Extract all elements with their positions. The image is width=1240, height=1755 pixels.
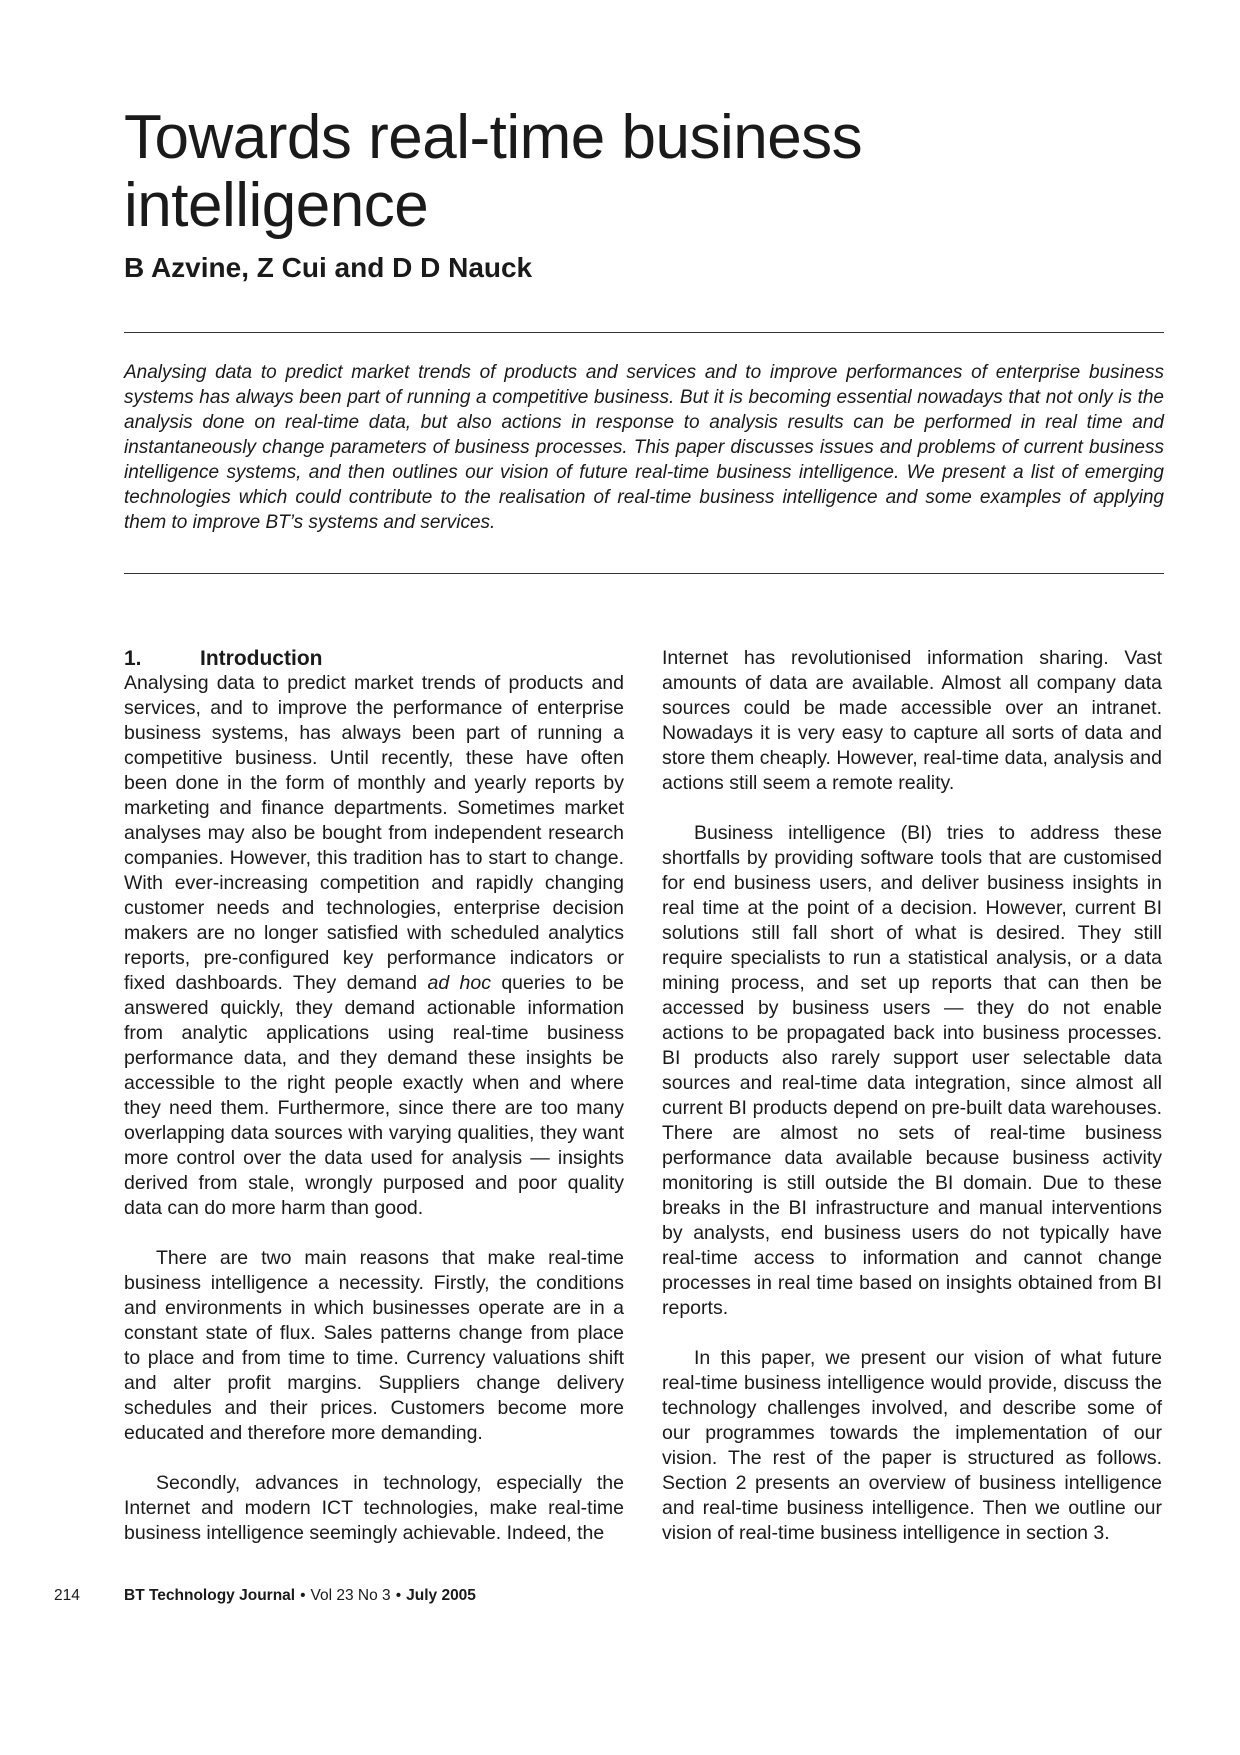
- journal-name: BT Technology Journal: [124, 1587, 296, 1604]
- paragraph-3-continued: Internet has revolutionised information sharing. Vast amounts of data are available. Almost all company data sources could be made accessible over an intranet. Nowadays it is very easy to capture all sorts of data and store them cheaply. However, real-time data, analysis and actions still seem a remote reality.: [662, 647, 1162, 794]
- left-column: [124, 646, 624, 1546]
- section-heading: [124, 646, 624, 671]
- abstract-bottom-divider: [124, 573, 1164, 574]
- page-number: 214: [54, 1587, 80, 1604]
- paragraph-1-text-a: Analysing data to predict market trends of products and services, and to improve the performance of enterprise business systems, has always been part of running a competitive business. Until recently, these have often been done in the form of monthly and yearly reports by marketing and finance departments. Sometimes market analyses may also be bought from independent research companies. However, this tradition has to start to change. With ever-increasing competition and rapidly changing customer needs and technologies, enterprise decision makers are no longer satisfied with scheduled analytics reports, pre-configured key performance indicators or fixed dashboards. They demand: [124, 672, 624, 994]
- abstract: Analysing data to predict market trends of products and services and to improve performances of enterprise business systems has always been part of running a competitive business. But it is becoming essential nowadays that not only is the analysis done on real-time data, but also actions in response to analysis results can be performed in real time and instantaneously change parameters of business processes. This paper discusses issues and problems of current business intelligence systems, and then outlines our vision of future real-time business intelligence. We present a list of emerging technologies which could contribute to the realisation of real-time business intelligence and some examples of applying them to improve BT’s systems and services.: [124, 362, 1164, 533]
- publication-date: July 2005: [406, 1587, 476, 1604]
- paragraph-4: Business intelligence (BI) tries to address these shortfalls by providing software tools that are customised for end business users, and deliver business insights in real time at the point of a decision. However, current BI solutions still fall short of what is desired. They still require specialists to run a statistical analysis, or a data mining process, and set up reports that can then be accessed by business users — they do not enable actions to be propagated back into business processes. BI products also rarely support user selectable data sources and real-time data integration, since almost all current BI products depend on pre-built data warehouses. There are almost no sets of real-time business performance data available because business activity monitoring is still outside the BI domain. Due to these breaks in the BI infrastructure and manual interventions by analysts, end business users do not typically have real-time access to information and cannot change processes in real time based on insights obtained from BI reports.: [662, 822, 1162, 1319]
- footer-separator-1: •: [300, 1587, 306, 1604]
- author-list: B Azvine, Z Cui and D D Nauck: [124, 252, 533, 283]
- section-title: Introduction: [200, 647, 323, 670]
- paragraph-3-start: Secondly, advances in technology, especially the Internet and modern ICT technologies, make real-time business intelligence seemingly achievable. Indeed, the: [124, 1472, 624, 1544]
- journal-volume: Vol 23 No 3: [310, 1587, 391, 1604]
- footer-separator-2: •: [395, 1587, 402, 1604]
- paragraph-1-text-b: queries to be answered quickly, they demand actionable information from analytic applications using real-time business performance data, and they demand these insights be accessible to the right people exactly when and where they need them. Furthermore, since there are too many overlapping data sources with varying qualities, they want more control over the data used for analysis — insights derived from stale, wrongly purposed and poor quality data can do more harm than good.: [124, 972, 624, 1219]
- paragraph-2: There are two main reasons that make real-time business intelligence a necessity. Firstly, the conditions and environments in which businesses operate are in a constant state of flux. Sales patterns change from place to place and from time to time. Currency valuations shift and alter profit margins. Suppliers change delivery schedules and their prices. Customers become more educated and therefore more demanding.: [124, 1247, 624, 1444]
- paragraph-1: [124, 671, 624, 1221]
- right-column: [662, 646, 1162, 1546]
- paragraph-1-italic: ad hoc: [427, 972, 491, 994]
- paragraph-5: In this paper, we present our vision of what future real-time business intelligence would provide, discuss the technology challenges involved, and describe some of our programmes towards the implementation of our vision. The rest of the paper is structured as follows. Section 2 presents an overview of business intelligence and real-time business intelligence. Then we outline our vision of real-time business intelligence in section 3.: [662, 1347, 1162, 1544]
- page-footer: [54, 1587, 1164, 1605]
- paper-title: Towards real-time business intelligence: [124, 103, 863, 241]
- section-number: 1.: [124, 647, 142, 670]
- abstract-top-divider: [124, 332, 1164, 333]
